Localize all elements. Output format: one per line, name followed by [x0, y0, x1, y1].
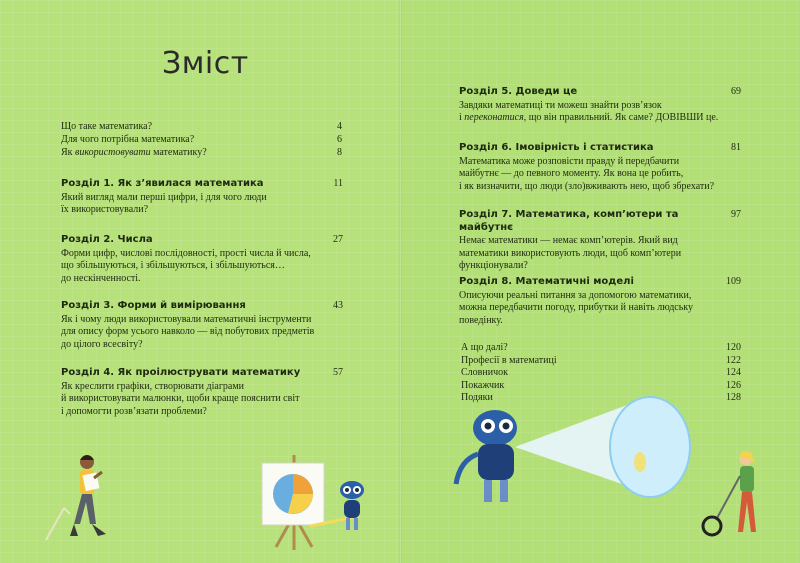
back-matter-title: Покажчик — [461, 379, 505, 391]
robot-projector-illustration — [430, 392, 720, 512]
chapter-title: Розділ 4. Як проілюструвати математику — [61, 367, 301, 378]
chapter-3[interactable] — [61, 300, 343, 351]
chapter-description: їх використовували? — [61, 204, 149, 215]
chapter-description: Який вигляд мали перші цифри, і для чого люди — [61, 191, 267, 203]
chapter-title: Розділ 8. Математичні моделі — [459, 276, 634, 287]
chapter-page: 11 — [333, 178, 343, 189]
girl-illustration — [696, 448, 776, 548]
intro-item-page: 6 — [337, 134, 342, 145]
chapter-description: функціонували? — [459, 260, 528, 271]
chapter-title: Розділ 6. Імовірність і статистика — [459, 142, 654, 153]
book-spine — [399, 0, 402, 563]
chapter-8[interactable] — [459, 276, 741, 327]
chapter-2[interactable] — [61, 234, 343, 285]
chapter-1[interactable] — [61, 178, 343, 217]
chapter-description: для опису форм усього навколо — від побутових предметів — [61, 326, 315, 337]
chapter-7[interactable] — [459, 209, 741, 273]
chapter-title: Розділ 2. Числа — [61, 234, 153, 245]
back-matter-item[interactable] — [461, 367, 741, 380]
back-matter-page: 126 — [726, 379, 741, 391]
small-robot-illustration — [310, 476, 380, 538]
chapter-page: 69 — [731, 86, 741, 97]
chapter-description: майбутнє — до певного моменту. Як вона це робить, — [459, 168, 684, 179]
chapter-description: до цілого всесвіту? — [61, 338, 143, 350]
chapter-page: 57 — [333, 367, 343, 378]
intro-item-title: Як використовувати математику? — [61, 147, 207, 158]
intro-item[interactable] — [61, 133, 342, 146]
intro-item-page: 4 — [337, 121, 342, 132]
chapter-description: поведінку. — [459, 314, 503, 326]
chapter-description: і як визначити, що люди (зло)вживають нею, щоб збрехати? — [459, 180, 715, 192]
chapter-description: Немає математики — немає комп’ютерів. Який вид — [459, 235, 678, 246]
chapter-description: можна передбачити погоду, прибутки й навіть людську — [459, 302, 694, 313]
intro-item-title: Що таке математика? — [61, 121, 153, 132]
chapter-6[interactable] — [459, 142, 741, 193]
back-matter-title: Подяки — [461, 392, 493, 403]
chapter-description: Описуючи реальні питання за допомогою математики, — [459, 289, 692, 301]
chapter-page: 43 — [333, 300, 343, 311]
chapter-page: 97 — [731, 209, 741, 220]
chapter-title: Розділ 7. Математика, комп’ютери та майбутнє — [459, 209, 679, 233]
back-matter-page: 122 — [726, 354, 741, 366]
intro-item-title: Для чого потрібна математика? — [61, 134, 195, 145]
chapter-description: до нескінченності. — [61, 272, 141, 284]
back-matter-page: 120 — [726, 342, 741, 353]
chapter-description: і переконатися, що він правильний. Як саме? ДОВІВШИ це. — [459, 112, 719, 123]
chapter-4[interactable] — [61, 367, 343, 418]
back-matter-item[interactable] — [461, 380, 741, 393]
chapter-description: і допомогти розв’язати проблеми? — [61, 405, 207, 417]
globe-icon — [610, 397, 690, 497]
chapter-description: математики використовують люди, щоб комп’ютери — [459, 247, 682, 259]
chapter-description: Форми цифр, числові послідовності, прості числа й числа, — [61, 247, 311, 259]
back-matter-title: Словничок — [461, 367, 508, 378]
back-matter-page: 128 — [726, 392, 741, 403]
chapter-description: Як і чому люди використовували математичні інструменти — [61, 313, 312, 325]
back-matter-title: Професії в математиці — [461, 354, 557, 366]
intro-item-page: 8 — [337, 147, 342, 158]
chapter-description: що збільшуються, і збільшуються, і збільшуються… — [61, 260, 285, 271]
boy-illustration — [40, 448, 140, 558]
chapter-title: Розділ 3. Форми й вимірювання — [61, 300, 246, 311]
intro-item[interactable] — [61, 120, 342, 133]
chapter-description: Математика може розповісти правду й передбачити — [459, 155, 680, 167]
chapter-page: 81 — [731, 142, 741, 153]
intro-item[interactable] — [61, 146, 342, 159]
chapter-5[interactable] — [459, 86, 741, 125]
chapter-page: 109 — [726, 276, 741, 287]
chapter-page: 27 — [333, 234, 343, 245]
chapter-title: Розділ 5. Доведи це — [459, 86, 578, 97]
chapter-title: Розділ 1. Як з’явилася математика — [61, 178, 264, 189]
chapter-description: й використовувати малюнки, щоби краще пояснити світ — [61, 393, 300, 404]
measuring-wheel-icon — [703, 517, 721, 535]
back-matter-title: А що далі? — [461, 342, 508, 353]
page-title: Зміст — [162, 46, 249, 81]
intro-list — [61, 120, 342, 159]
back-matter-item[interactable] — [461, 342, 741, 355]
back-matter-page: 124 — [726, 367, 741, 378]
chapter-description: Як креслити графіки, створювати діаграми — [61, 380, 245, 392]
back-matter-item[interactable] — [461, 355, 741, 368]
chapter-description: Завдяки математиці ти можеш знайти розв’язок — [459, 99, 662, 111]
